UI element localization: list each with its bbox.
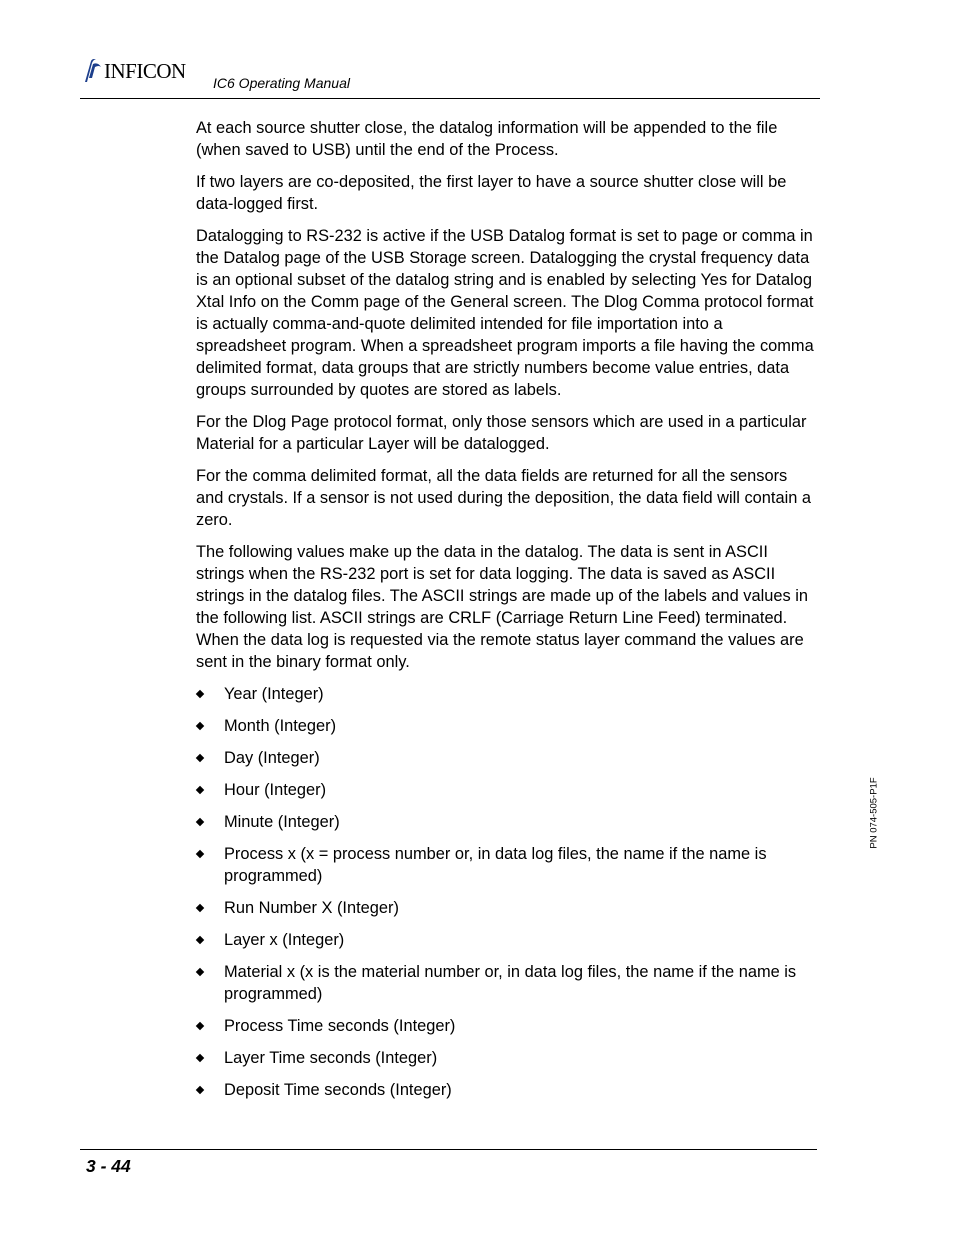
list-item [196,897,814,919]
list-item [196,961,814,1005]
diamond-bullet-icon [196,690,204,698]
diamond-bullet-icon [196,968,204,976]
list-item [196,683,814,705]
header-rule [80,98,820,99]
logo-text: INFICON [104,59,186,83]
diamond-bullet-icon [196,754,204,762]
list-item-text: Month (Integer) [224,717,337,735]
list-item-text: Run Number X (Integer) [224,899,399,917]
inficon-logo-mark-icon [82,58,102,84]
paragraph: The following values make up the data in the datalog. The data is sent in ASCII strings when the RS-232 port is set for data logging. The data is saved as ASCII strings in the datalog files. The ASCII strings are made up of the labels and values in the following list. ASCII strings are CRLF (Carriage Return Line Feed) terminated. When the data log is requested via the remote status layer command the values are sent in the binary format only. [196,543,808,671]
datalog-values-list [196,683,814,1101]
list-item [196,779,814,801]
diamond-bullet-icon [196,1086,204,1094]
part-number-text: PN 074-505-P1F [868,777,880,849]
diamond-bullet-icon [196,936,204,944]
list-item-text: Deposit Time seconds (Integer) [224,1081,452,1099]
list-item [196,811,814,833]
diamond-bullet-icon [196,1022,204,1030]
list-item [196,715,814,737]
list-item-text: Process x (x = process number or, in data log files, the name if the name is programmed) [224,845,767,885]
paragraph: Datalogging to RS-232 is active if the USB Datalog format is set to page or comma in the Datalog page of the USB Storage screen. Datalogging the crystal frequency data is an optional subset of the datalog string and is enabled by selecting Yes for Datalog Xtal Info on the Comm page of the General screen. The Dlog Comma protocol format is actually comma-and-quote delimited intended for file importation into a spreadsheet program. When a spreadsheet program imports a file having the comma delimited format, data groups that are strictly numbers become value entries, data groups surrounded by quotes are stored as labels. [196,227,814,399]
document-title: IC6 Operating Manual [213,75,350,91]
diamond-bullet-icon [196,786,204,794]
diamond-bullet-icon [196,850,204,858]
list-item-text: Day (Integer) [224,749,320,767]
diamond-bullet-icon [196,722,204,730]
main-content [196,117,814,1111]
paragraph: For the comma delimited format, all the data fields are returned for all the sensors and crystals. If a sensor is not used during the deposition, the data field will contain a zero. [196,467,812,529]
inficon-logo [82,58,186,84]
list-item-text: Material x (x is the material number or, in data log files, the name if the name is programmed) [224,963,797,1003]
diamond-bullet-icon [196,904,204,912]
list-item-text: Process Time seconds (Integer) [224,1017,456,1035]
list-item [196,1015,814,1037]
list-item-text: Year (Integer) [224,685,324,703]
list-item [196,843,814,887]
list-item [196,747,814,769]
diamond-bullet-icon [196,818,204,826]
list-item-text: Layer Time seconds (Integer) [224,1049,438,1067]
list-item [196,929,814,951]
paragraph: For the Dlog Page protocol format, only those sensors which are used in a particular Material for a particular Layer will be datalogged. [196,413,807,453]
footer-rule [80,1149,817,1150]
page-number: 3 - 44 [86,1156,131,1176]
list-item-text: Hour (Integer) [224,781,327,799]
list-item [196,1047,814,1069]
diamond-bullet-icon [196,1054,204,1062]
list-item-text: Layer x (Integer) [224,931,345,949]
list-item [196,1079,814,1101]
paragraph: At each source shutter close, the datalog information will be appended to the file (when saved to USB) until the end of the Process. [196,119,778,159]
paragraph: If two layers are co-deposited, the first layer to have a source shutter close will be data-logged first. [196,173,787,213]
list-item-text: Minute (Integer) [224,813,340,831]
